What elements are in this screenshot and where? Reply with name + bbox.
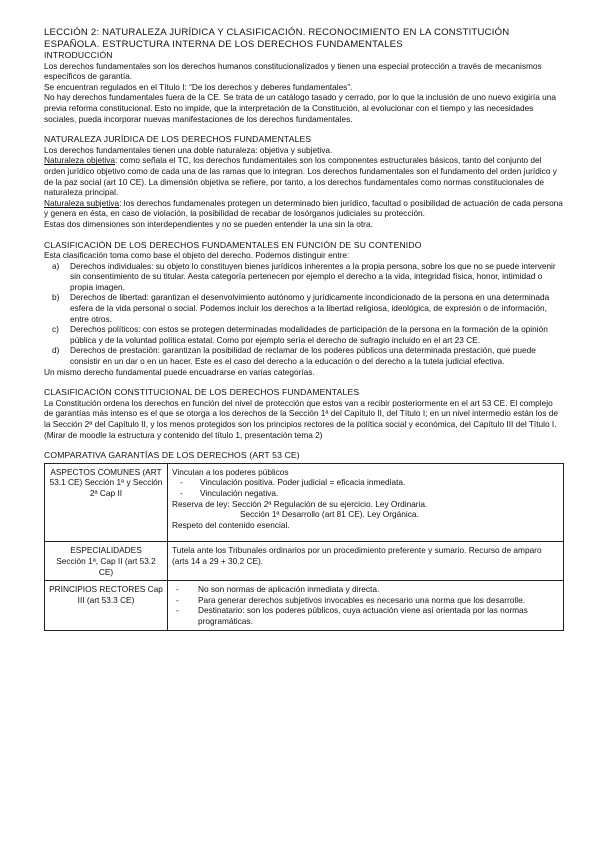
table-row [45, 542, 564, 581]
spacer [172, 530, 559, 538]
list-item [52, 292, 564, 324]
row3-dash-item [172, 605, 559, 626]
list-marker: d) [52, 345, 60, 356]
row3-dash-text: Destinatario: son los poderes públicos, cuya actuación viene así orientada por las normas programáticas. [198, 605, 528, 626]
naturaleza-heading: NATURALEZA JURÍDICA DE LOS DERECHOS FUNDAMENTALES [44, 134, 312, 145]
intro-paragraph-1: Los derechos fundamentales son los derechos humanos constitucionalizados y tienen una especial protección a través de mecanismos específicos de garantía. [44, 60, 542, 82]
row1-dash-item [172, 488, 559, 499]
list-item [52, 345, 564, 367]
naturaleza-objetiva-text: : como señala el TC, los derechos fundamentales son los componentes estructurales básicos, tanto del conjunto del orden jurídico objetivo como de cada una de las ramas que lo integran. Los derechos fundamentales son el fundamento del orden jurídico y de la paz social (art 10 CE). La dimensión objetiva se refiere, por tanto, a los derechos fundamentales como normas constitucionales de naturaleza principal. [44, 155, 557, 198]
list-marker: b) [52, 292, 60, 303]
row1-line-3: Sección 1ª Desarrollo (art 81 CE). Ley Orgánica. [240, 509, 419, 520]
dash-marker: - [180, 477, 183, 488]
page-title: LECCIÓN 2: NATURALEZA JURÍDICA Y CLASIFICACIÓN. RECONOCIMIENTO EN LA CONSTITUCIÓN ESPAÑOLA. ESTRUCTURA INTERNA DE LOS DERECHOS FUNDAMENTALES [44, 27, 510, 50]
list-item-text: Derechos de prestación: garantizan la posibilidad de reclamar de los poderes públicos una determinada prestación, que puede consistir en un dar o en un hacer. Este es el caso del derecho a la educación o del derecho a la tutela judicial efectiva. [70, 345, 536, 367]
table-cell-label [45, 542, 168, 581]
row3-dash-item [172, 584, 559, 595]
table-row [45, 581, 564, 630]
table-cell-label: ASPECTOS COMUNES (ART 53.1 CE) Sección 1ª y Sección 2ª Cap II [45, 463, 168, 542]
dash-marker: - [176, 605, 179, 616]
list-item-text: Derechos de libertad: garantizan el desenvolvimiento autónomo y jurídicamente incondicionado de la persona en una determinada esfera de la vida personal o social. Podemos incluir los derechos a la libertad religiosa, ideológica, de expresión o de información, entre otros. [70, 292, 550, 324]
intro-heading: INTRODUCCIÓN [44, 50, 113, 60]
table-cell-label: PRINCIPIOS RECTORES Cap III (art 53.3 CE) [45, 581, 168, 630]
row3-dash-text: No son normas de aplicación inmediata y directa. [198, 584, 380, 595]
naturaleza-paragraph-last: Estas dos dimensiones son interdependientes y no se pueden entender la una sin la otra. [44, 218, 373, 229]
naturaleza-paragraph-1: Los derechos fundamentales tienen una doble naturaleza: objetiva y subjetiva. [44, 144, 333, 155]
naturaleza-objetiva-paragraph [44, 155, 564, 197]
clasificacion-list [44, 261, 564, 367]
clasificacion-paragraph-last: Un mismo derecho fundamental puede encuadrarse en varias categorías. [44, 366, 315, 377]
dash-marker: - [180, 487, 183, 498]
dash-marker: - [176, 594, 179, 605]
comparativa-table [44, 463, 564, 631]
table-cell-content [168, 581, 564, 630]
constitucional-paragraph-1: La Constitución ordena los derechos en función del nivel de protección que estos van a recibir posteriormente en el art 53 CE. El complejo de garantías más intenso es el que se otorga a los derechos de la Sección 1ª del Capítulo II, del Título I; en un nivel intermedio están los de la Sección 2ª del Capítulo II, y los menos protegidos son los principios rectores de la política social y económica, del Capítulo III del Título I. [44, 397, 558, 429]
clasificacion-heading: CLASIFICACIÓN DE LOS DERECHOS FUNDAMENTALES EN FUNCIÓN DE SU CONTENIDO [44, 239, 422, 250]
naturaleza-objetiva-label: Naturaleza objetiva [44, 155, 116, 166]
dash-marker: - [176, 584, 179, 595]
constitucional-heading: CLASIFICACIÓN CONSTITUCIONAL DE LOS DERECHOS FUNDAMENTALES [44, 387, 360, 398]
row3-dash-text: Para generar derechos subjetivos invocables es necesario una norma que los desarrolle. [198, 594, 525, 605]
row1-dash-item [172, 477, 559, 488]
table-row [45, 463, 564, 542]
row2-label-a: ESPECIALIDADES [70, 545, 142, 556]
list-item [52, 324, 564, 345]
row1-dash-text: Vinculación positiva. Poder judicial = eficacia inmediata. [200, 477, 406, 488]
list-marker: a) [52, 260, 60, 271]
comparativa-heading: COMPARATIVA GARANTÍAS DE LOS DERECHOS (ART 53 CE) [44, 450, 300, 461]
row1-line-4: Respeto del contenido esencial. [172, 519, 290, 530]
row1-line-1: Vinculan a los poderes públicos [172, 466, 289, 477]
row1-dash-text: Vinculación negativa. [200, 487, 279, 498]
list-item-text: Derechos individuales: su objeto lo constituyen bienes jurídicos inherentes a la propia persona, sobre los que no se puede intervenir sin consentimiento de su titular. Aesta categoría pertenecen por ejemplo el derecho a la vida, integridad física, honor, intimidad o propia imagen. [70, 260, 556, 292]
row1-line-2: Reserva de ley: Sección 2ª Regulación de su ejercicio. Ley Ordinaria. [172, 498, 428, 509]
list-item-text: Derechos políticos: con estos se protegen determinadas modalidades de participación de la persona en la formación de la opinión pública y de la voluntad política estatal. Como por ejemplo sería el derecho de sufragio incluido en el art 23 CE. [70, 324, 548, 345]
naturaleza-subjetiva-label: Naturaleza subjetiva [44, 197, 120, 208]
list-marker: c) [52, 324, 59, 335]
intro-paragraph-2: Se encuentran regulados en el Título I: “De los derechos y deberes fundamentales”. [44, 81, 353, 92]
table-cell-content: Tutela ante los Tribunales ordinarios por un procedimiento preferente y sumario. Recurso de amparo (arts 14 a 29 + 30.2 CE). [168, 542, 564, 581]
table-cell-content [168, 463, 564, 542]
naturaleza-subjetiva-paragraph [44, 198, 564, 219]
naturaleza-subjetiva-text: : los derechos fundamenales protegen un determinado bien jurídico, facultad o posibilidad de actuación de cada persona y genera en ésta, en caso de violación, la posibilidad de recabar de losórganos judiciales su protección. [44, 197, 563, 219]
row3-dash-item [172, 595, 559, 606]
constitucional-paragraph-2: (Mirar de moodle la estructura y contenido del título 1, presentación tema 2) [44, 429, 323, 440]
row2-label-b: Sección 1ª, Cap II (art 53.2 CE) [56, 555, 156, 577]
document-page [44, 27, 564, 631]
list-item [52, 260, 564, 293]
clasificacion-paragraph-1: Esta clasificación toma como base el objeto del derecho. Podemos distinguir entre: [44, 250, 350, 261]
intro-paragraph-3: No hay derechos fundamentales fuera de la CE. Se trata de un catálogo tasado y cerrado, por lo que la inclusión de uno nuevo exigiría una previa reforma constitucional. Esto no impide, que la interpretación de la Constitución, al evolucionar con el tiempo y las necesidades sociales, pueda incorporar nuevas manifestaciones de los derechos fundamentales. [44, 92, 556, 124]
